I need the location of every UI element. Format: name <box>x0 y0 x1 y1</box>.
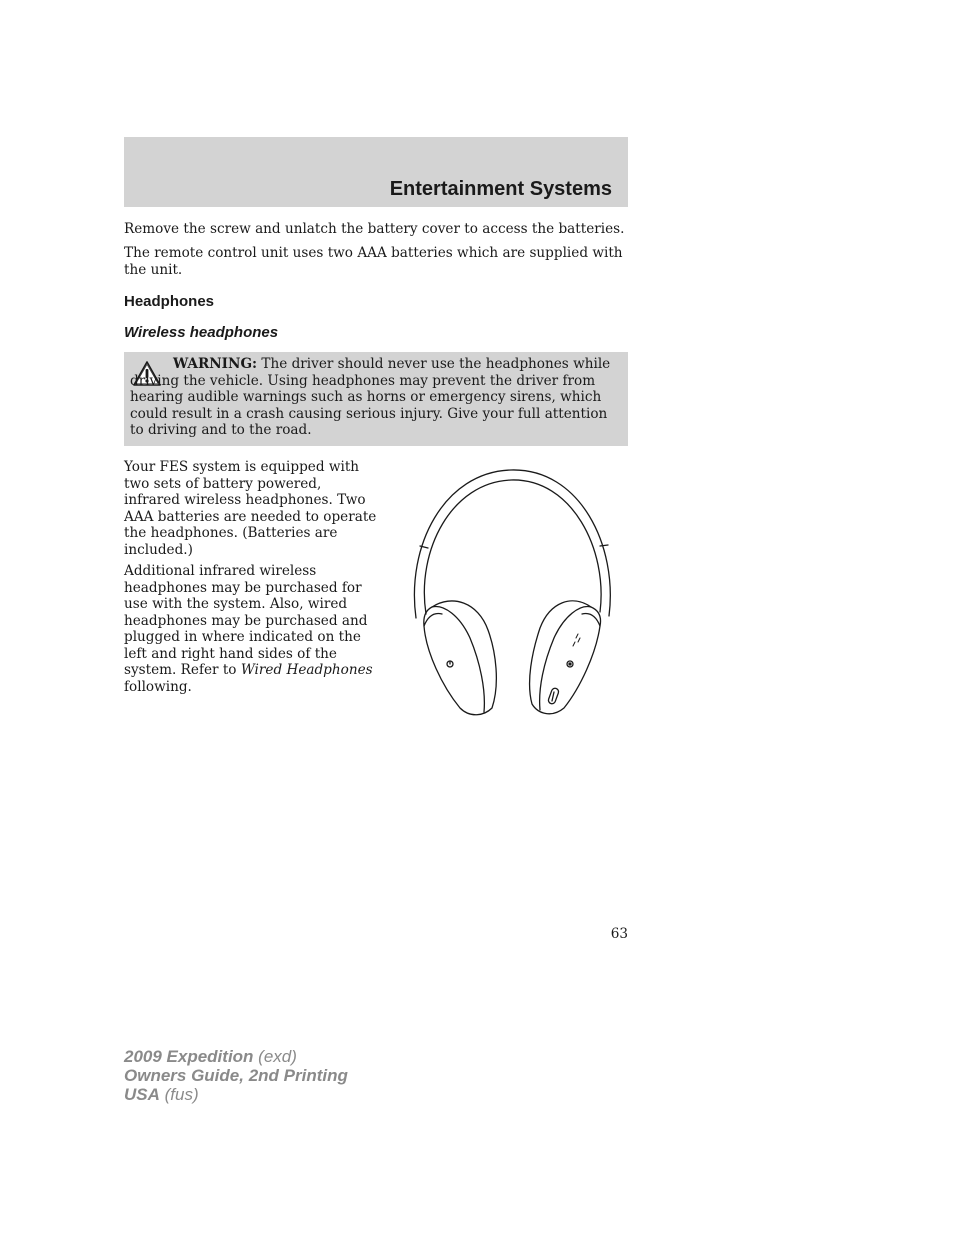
paragraph-text-end: following. <box>124 678 192 695</box>
footer-market-code: (fus) <box>159 1085 199 1104</box>
intro-paragraph-2: The remote control unit uses two AAA batteries which are supplied with the unit. <box>124 245 623 278</box>
warning-label: WARNING: <box>173 356 258 372</box>
wired-headphones-reference: Wired Headphones <box>240 662 373 678</box>
footer-line-1 <box>124 1047 348 1066</box>
wireless-headphones-heading: Wireless headphones <box>124 324 279 341</box>
section-title: Entertainment Systems <box>389 178 612 200</box>
warning-text <box>130 356 616 439</box>
paragraph-text-start: Additional infrared wireless headphones may be purchased for use with the system. Also, wired headphones may be purchased and plugged in where indicated on the left and right hand sides of the system. Refer to <box>124 563 368 678</box>
footer-line-2: Owners Guide, 2nd Printing <box>124 1066 348 1085</box>
warning-box <box>124 352 628 446</box>
additional-headphones-paragraph <box>124 563 379 695</box>
section-header-band <box>124 137 628 207</box>
footer-imprint <box>124 1047 348 1104</box>
warning-body: The driver should never use the headphones while driving the vehicle. Using headphones may prevent the driver from hearing audible warnings such as horns or emergency sirens, which could result in a crash causing serious injury. Give your full attention to driving and to the road. <box>130 356 611 438</box>
fes-paragraph: Your FES system is equipped with two sets of battery powered, infrared wireless headphones. Two AAA batteries are needed to operate the headphones. (Batteries are included.) <box>124 459 377 558</box>
headphones-heading: Headphones <box>124 293 215 310</box>
footer-model-code: (exd) <box>253 1047 297 1066</box>
footer-market: USA <box>124 1085 160 1104</box>
page-number: 63 <box>610 926 628 942</box>
wireless-headphones-illustration <box>404 466 619 718</box>
intro-paragraph-1: Remove the screw and unlatch the battery cover to access the batteries. <box>124 221 625 237</box>
footer-model: 2009 Expedition <box>124 1047 254 1066</box>
footer-line-3 <box>124 1085 348 1104</box>
